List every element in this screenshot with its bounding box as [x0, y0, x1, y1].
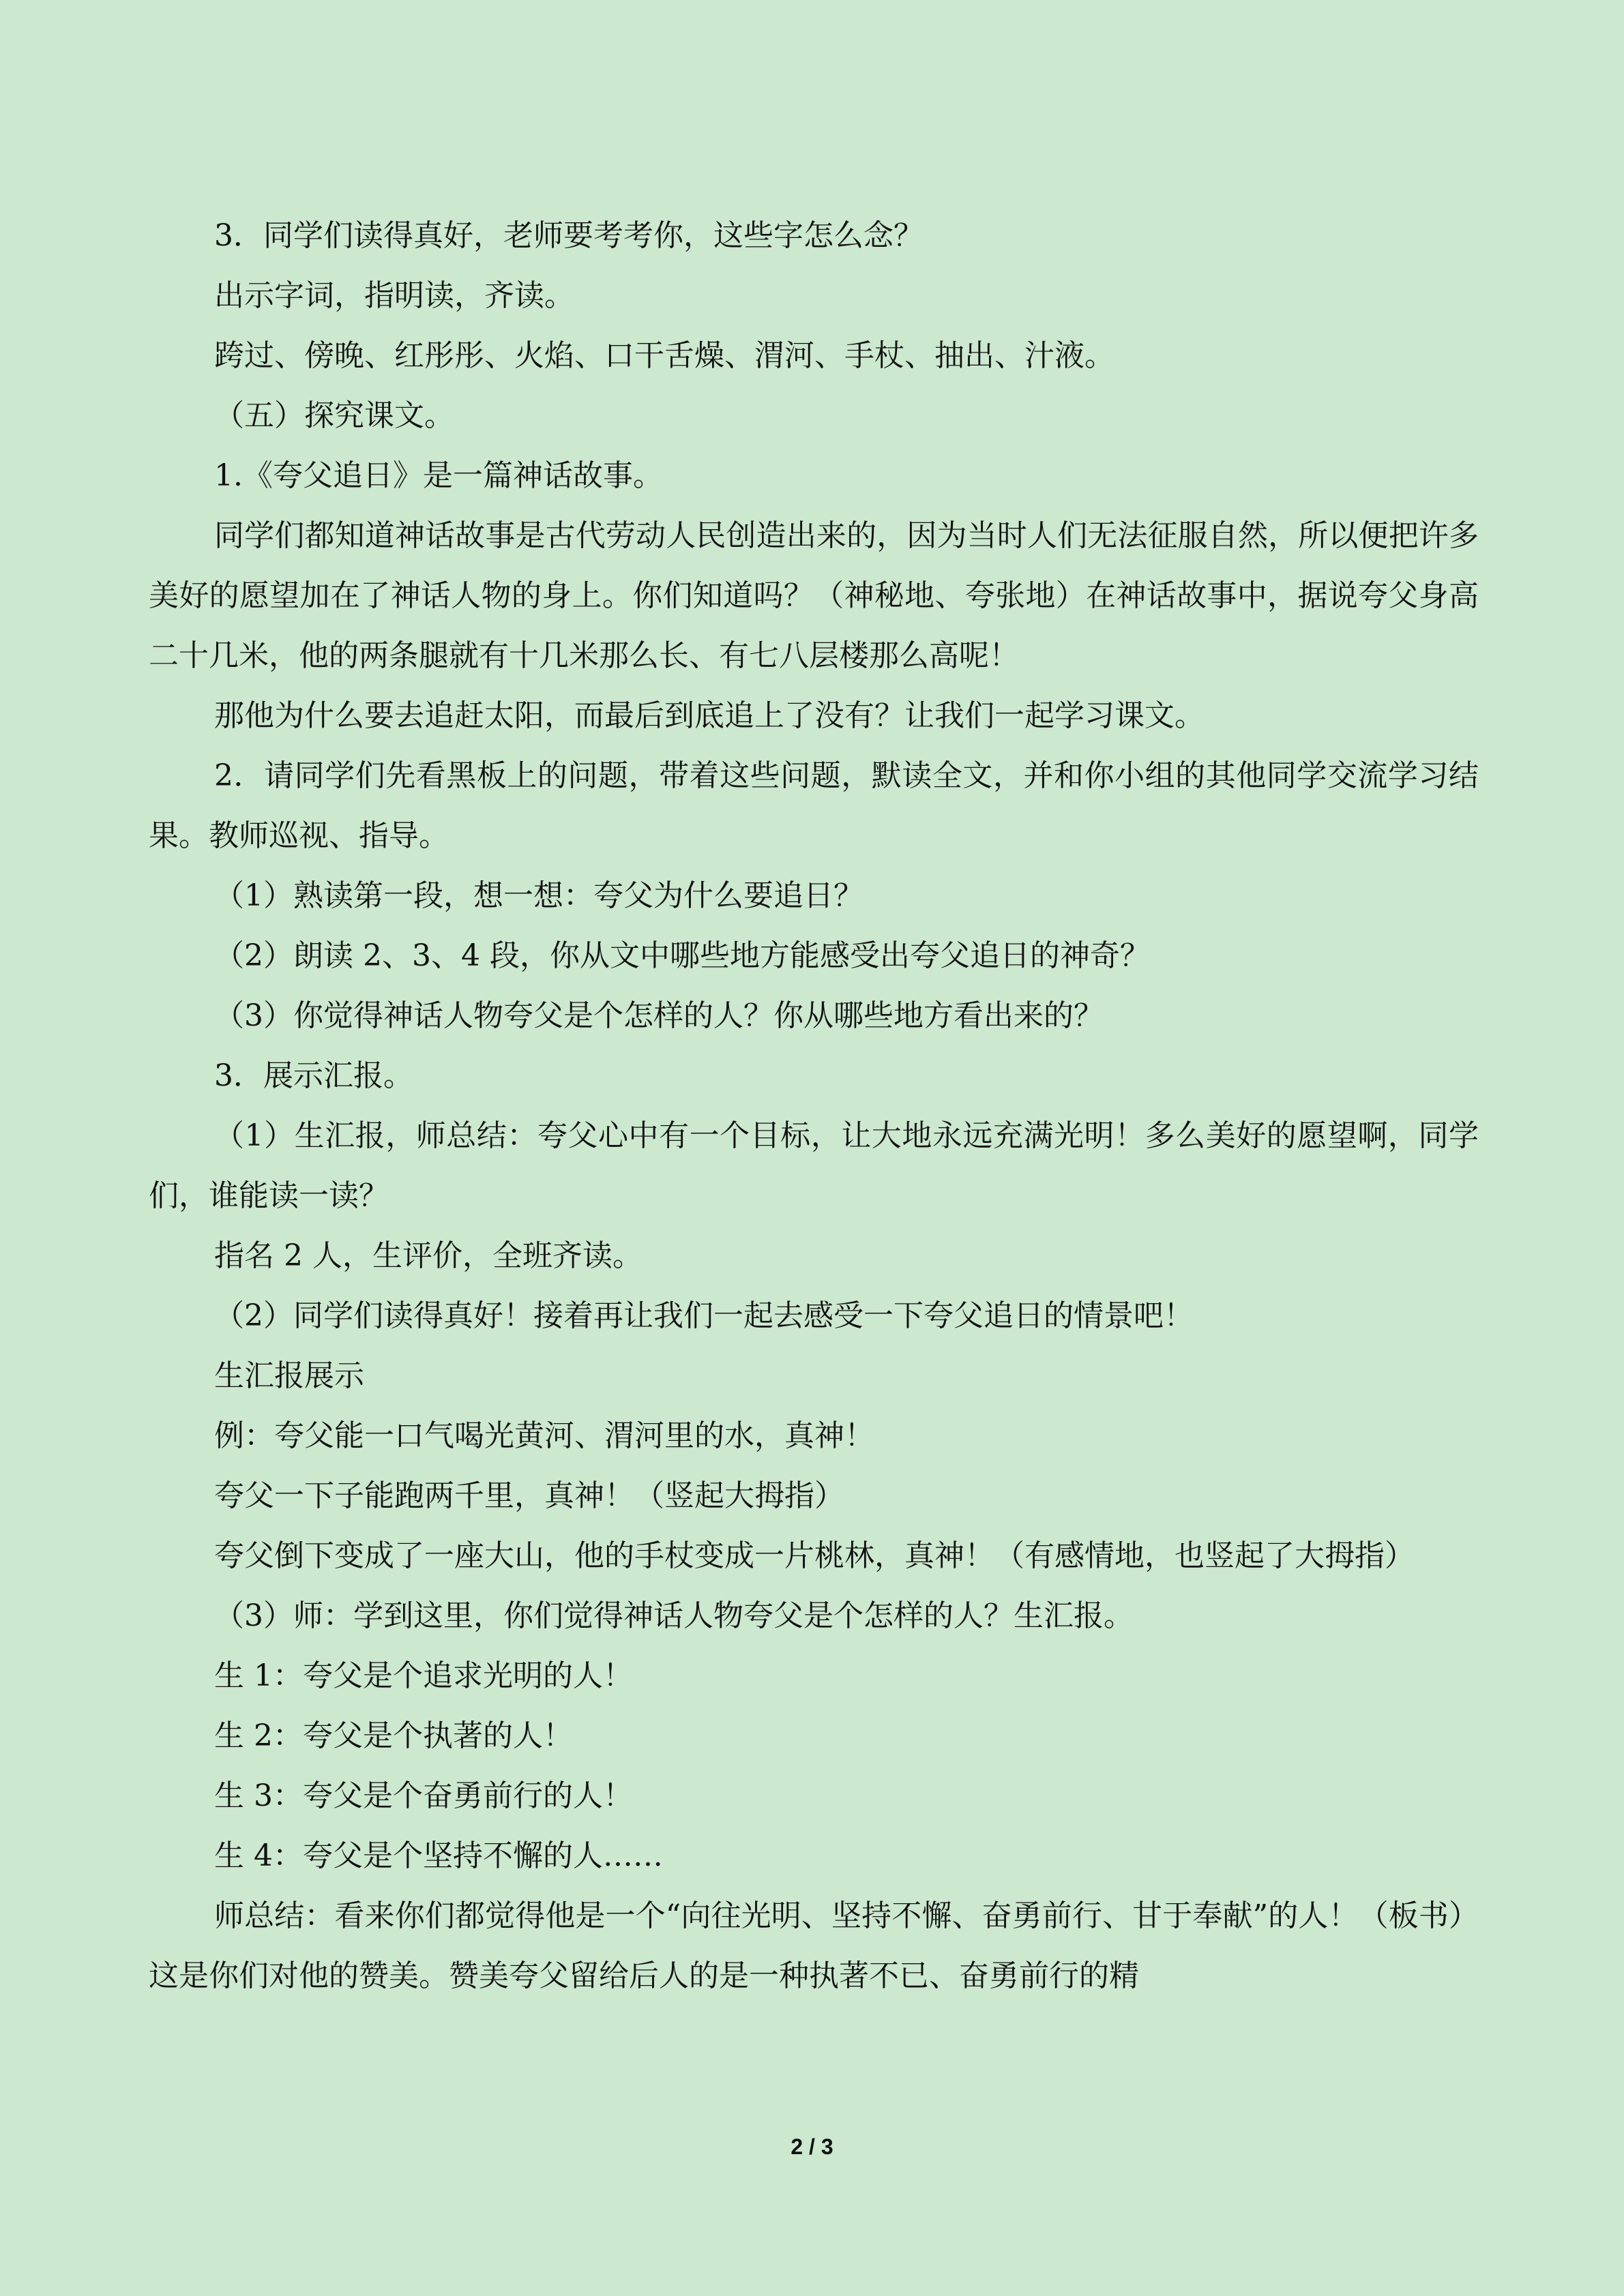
- paragraph: 同学们都知道神话故事是古代劳动人民创造出来的，因为当时人们无法征服自然，所以便把许多美好的愿望加在了神话人物的身上。你们知道吗？（神秘地、夸张地）在神话故事中，据说夸父身高二十几米，他的两条腿就有十几米那么长、有七八层楼那么高呢！: [149, 518, 1479, 673]
- paragraph: 出示字词，指明读，齐读。: [214, 278, 574, 313]
- paragraph: 1.《夸父追日》是一篇神话故事。: [214, 458, 663, 493]
- paragraph: 生 2：夸父是个执著的人！: [214, 1718, 573, 1753]
- paragraph: （2）朗读 2、3、4 段，你从文中哪些地方能感受出夸父追日的神奇？: [214, 938, 1150, 973]
- paragraph: 夸父一下子能跑两千里，真神！（竖起大拇指）: [214, 1478, 844, 1513]
- paragraph: 指名 2 人，生评价，全班齐读。: [214, 1238, 643, 1273]
- paragraph: 生 1：夸父是个追求光明的人！: [214, 1658, 633, 1693]
- paragraph: 那他为什么要去追赶太阳，而最后到底追上了没有？让我们一起学习课文。: [214, 698, 1205, 733]
- document-body: [149, 206, 1479, 2006]
- paragraph: 例：夸父能一口气喝光黄河、渭河里的水，真神！: [214, 1418, 874, 1453]
- paragraph: 生汇报展示: [214, 1358, 364, 1393]
- page-number: 2 / 3: [791, 2134, 833, 2159]
- paragraph: （3）你觉得神话人物夸父是个怎样的人？你从哪些地方看出来的？: [214, 998, 1104, 1033]
- paragraph: 3．同学们读得真好，老师要考考你，这些字怎么念？: [214, 218, 924, 253]
- paragraph: 师总结：看来你们都觉得他是一个“向往光明、坚持不懈、奋勇前行、甘于奉献”的人！（板书）这是你们对他的赞美。赞美夸父留给后人的是一种执著不已、奋勇前行的精: [149, 1898, 1479, 1993]
- paragraph: 2．请同学们先看黑板上的问题，带着这些问题，默读全文，并和你小组的其他同学交流学习结果。教师巡视、指导。: [149, 758, 1479, 853]
- paragraph: 夸父倒下变成了一座大山，他的手杖变成一片桃林，真神！（有感情地，也竖起了大拇指）: [214, 1538, 1415, 1573]
- paragraph: （五）探究课文。: [214, 398, 454, 433]
- paragraph: （3）师：学到这里，你们觉得神话人物夸父是个怎样的人？生汇报。: [214, 1598, 1134, 1633]
- paragraph: （2）同学们读得真好！接着再让我们一起去感受一下夸父追日的情景吧！: [214, 1298, 1194, 1333]
- paragraph: 生 4：夸父是个坚持不懈的人……: [214, 1838, 663, 1873]
- paragraph: 生 3：夸父是个奋勇前行的人！: [214, 1778, 633, 1813]
- paragraph: （1）熟读第一段，想一想：夸父为什么要追日？: [214, 878, 863, 913]
- paragraph: （1）生汇报，师总结：夸父心中有一个目标，让大地永远充满光明！多么美好的愿望啊，同学们，谁能读一读？: [149, 1118, 1479, 1213]
- paragraph: 3．展示汇报。: [214, 1058, 413, 1093]
- paragraph: 跨过、傍晚、红彤彤、火焰、口干舌燥、渭河、手杖、抽出、汁液。: [214, 338, 1114, 373]
